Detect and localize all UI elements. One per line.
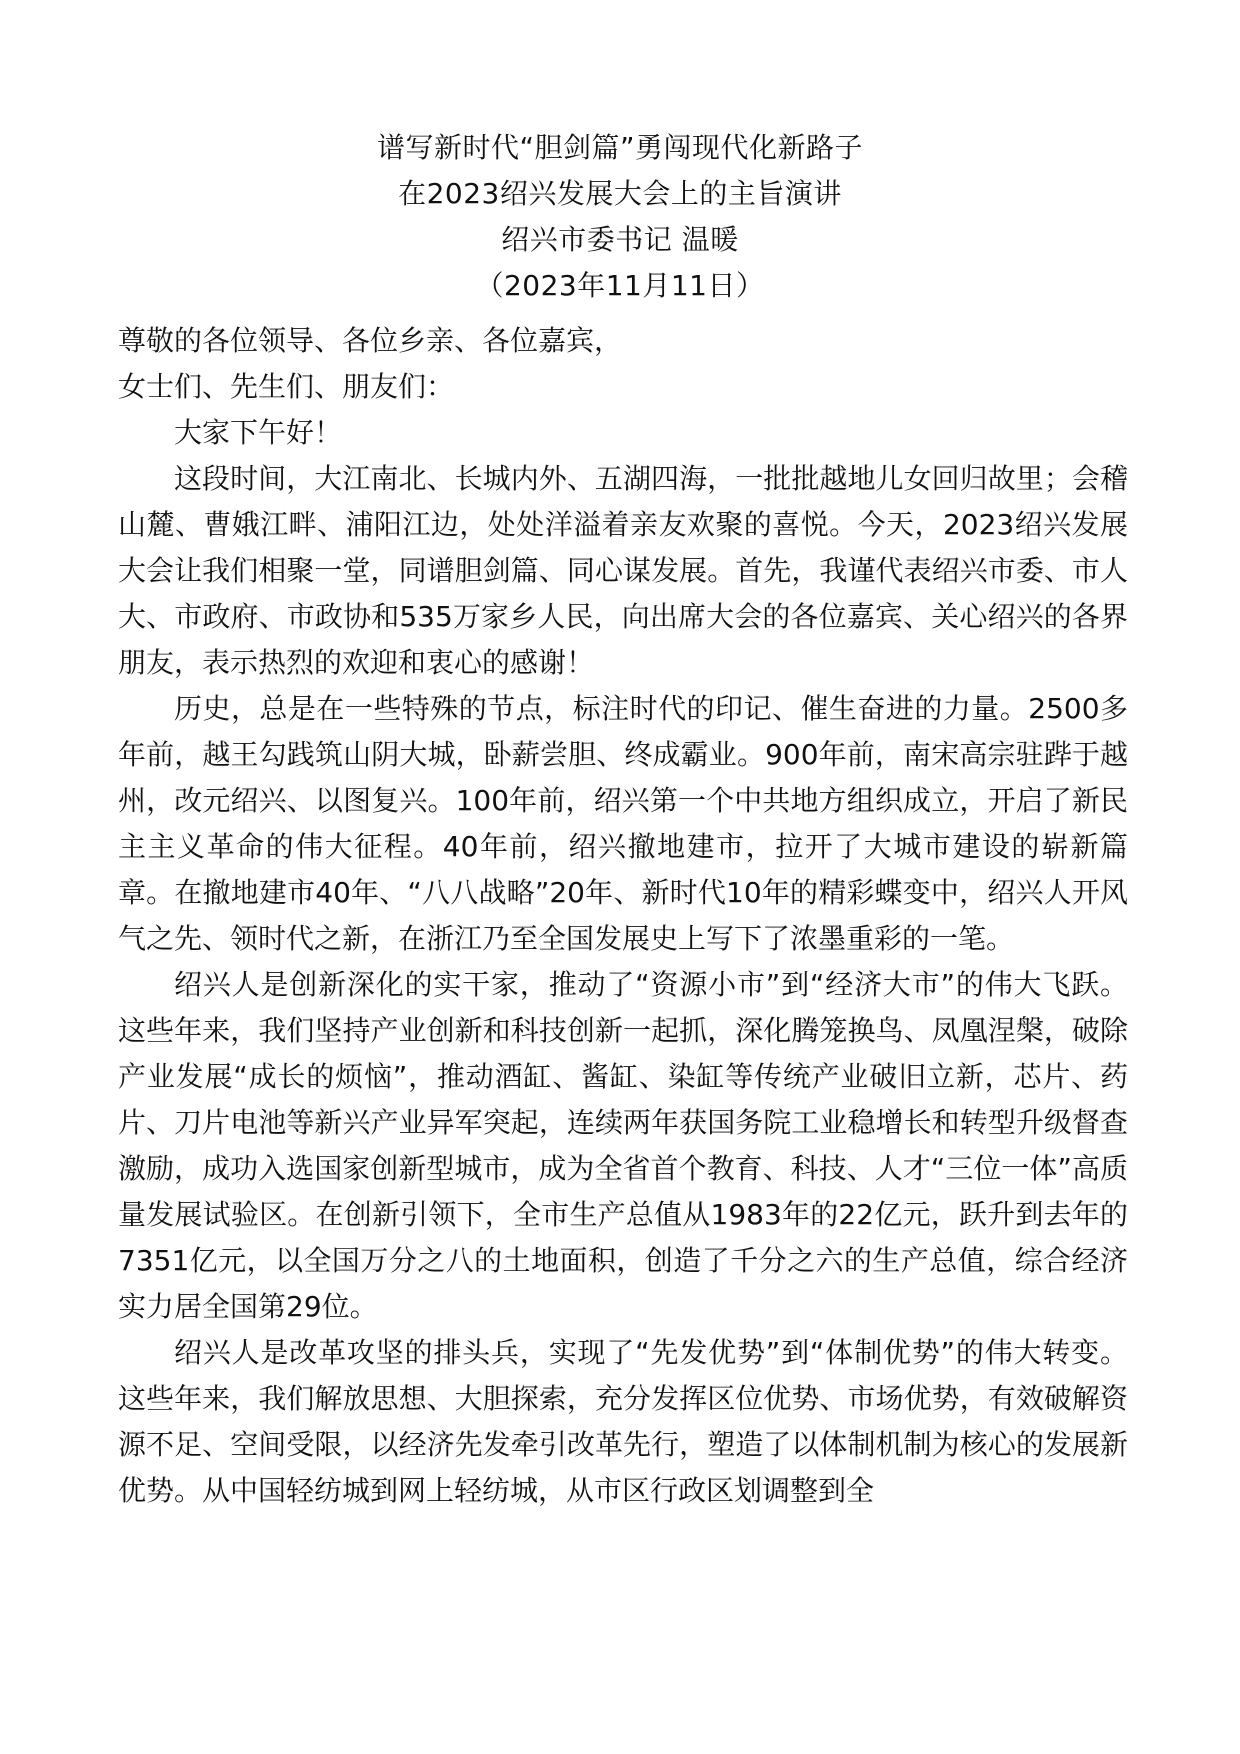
salutation-line: 女士们、先生们、朋友们： [118, 370, 455, 403]
speech-body [118, 410, 1128, 1514]
document-subtitle: 在2023绍兴发展大会上的主旨演讲 [398, 177, 842, 210]
document-title: 谱写新时代“胆剑篇”勇闯现代化新路子 [376, 131, 863, 164]
paragraph: 绍兴人是创新深化的实干家，推动了“资源小市”到“经济大市”的伟大飞跃。这些年来，我们坚持产业创新和科技创新一起抓，深化腾笼换鸟、凤凰涅槃，破除产业发展“成长的烦恼”，推动酒缸、酱缸、染缸等传统产业破旧立新，芯片、药片、刀片电池等新兴产业异军突起，连续两年获国务院工业稳增长和转型升级督查激励，成功入选国家创新型城市，成为全省首个教育、科技、人才“三位一体”高质量发展试验区。在创新引领下，全市生产总值从1983年的22亿元，跃升到去年的7351亿元，以全国万分之八的土地面积，创造了千分之六的生产总值，综合经济实力居全国第29位。 [118, 968, 1128, 1323]
paragraph-greeting: 大家下午好！ [174, 416, 343, 449]
document-date: （2023年11月11日） [475, 269, 765, 302]
paragraph: 历史，总是在一些特殊的节点，标注时代的印记、催生奋进的力量。2500多年前，越王勾践筑山阴大城，卧薪尝胆、终成霸业。900年前，南宋高宗驻跸于越州，改元绍兴、以图复兴。100年前，绍兴第一个中共地方组织成立，开启了新民主主义革命的伟大征程。40年前，绍兴撤地建市，拉开了大城市建设的崭新篇章。在撤地建市40年、“八八战略”20年、新时代10年的精彩蝶变中，绍兴人开风气之先、领时代之新，在浙江乃至全国发展史上写下了浓墨重彩的一笔。 [118, 692, 1128, 955]
salutation-line: 尊敬的各位领导、各位乡亲、各位嘉宾， [118, 324, 623, 357]
document-speaker: 绍兴市委书记 温暖 [501, 223, 739, 256]
salutation-block [118, 318, 1128, 410]
paragraph: 这段时间，大江南北、长城内外、五湖四海，一批批越地儿女回归故里；会稽山麓、曹娥江畔、浦阳江边，处处洋溢着亲友欢聚的喜悦。今天，2023绍兴发展大会让我们相聚一堂，同谱胆剑篇、同心谋发展。首先，我谨代表绍兴市委、市人大、市政府、市政协和535万家乡人民，向出席大会的各位嘉宾、关心绍兴的各界朋友，表示热烈的欢迎和衷心的感谢！ [118, 462, 1128, 679]
document-header [0, 125, 1240, 309]
paragraph: 绍兴人是改革攻坚的排头兵，实现了“先发优势”到“体制优势”的伟大转变。这些年来，我们解放思想、大胆探索，充分发挥区位优势、市场优势，有效破解资源不足、空间受限，以经济先发牵引改革先行，塑造了以体制机制为核心的发展新优势。从中国轻纺城到网上轻纺城，从市区行政区划调整到全 [118, 1336, 1128, 1507]
